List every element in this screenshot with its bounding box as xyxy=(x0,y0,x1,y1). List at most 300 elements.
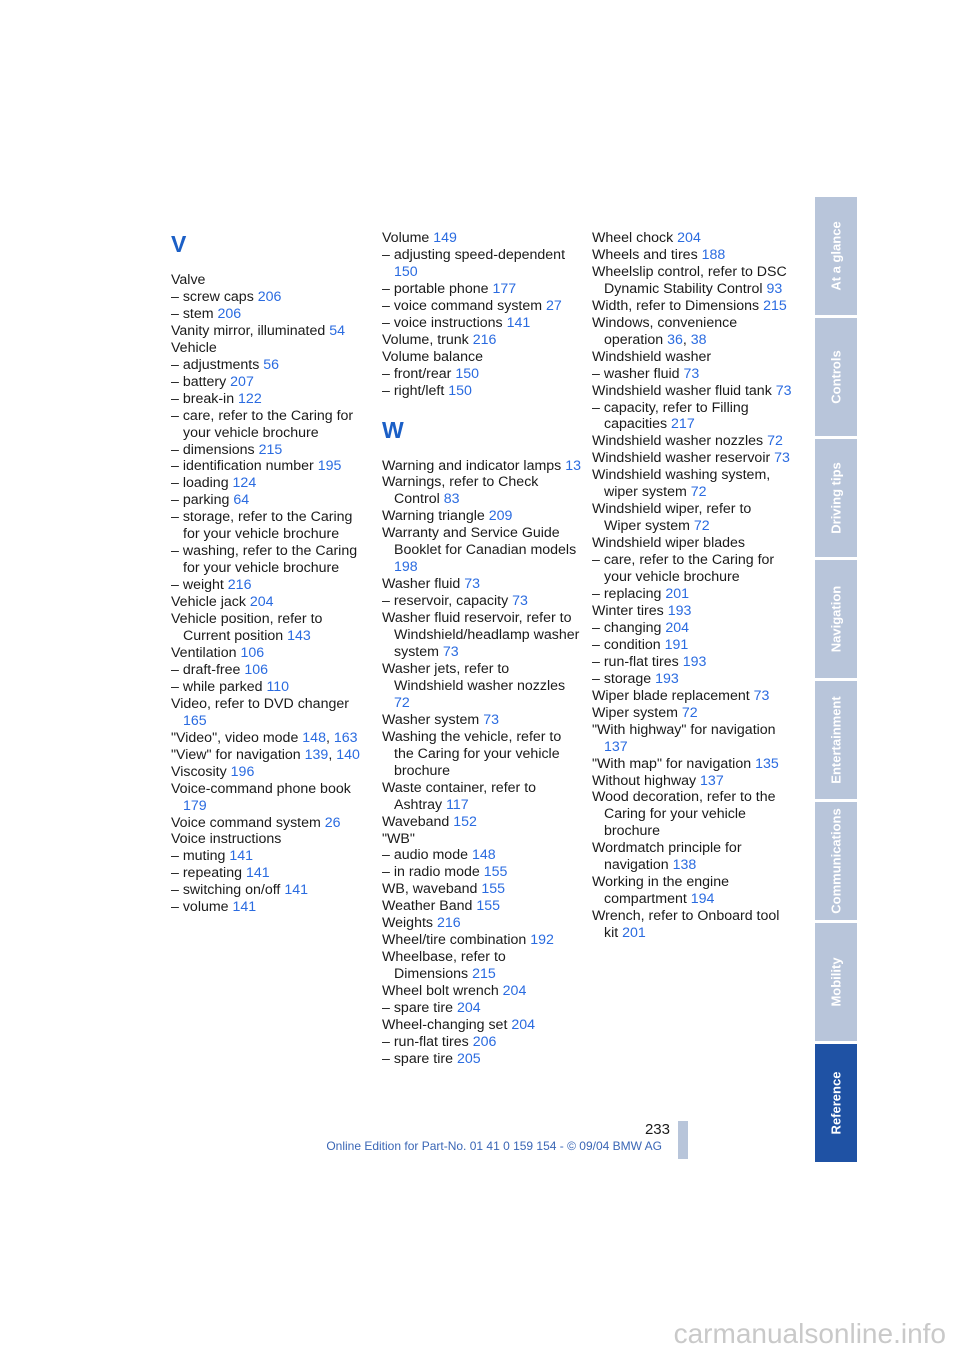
index-entry xyxy=(382,1051,582,1068)
entry-text: Winter tires xyxy=(592,602,664,619)
entry-text: Warning and indicator lamps xyxy=(382,457,562,474)
entry-text: Washer fluid xyxy=(382,576,461,593)
page-link[interactable]: 204 xyxy=(677,230,701,246)
index-entry xyxy=(171,272,366,289)
index-entry xyxy=(382,780,582,814)
index-entry xyxy=(592,366,792,383)
index-entry xyxy=(592,535,792,552)
entry-text: – care, refer to the Caring for your vehicle brochure xyxy=(592,552,775,586)
entry-text: Vehicle xyxy=(171,339,217,356)
page-link[interactable]: 106 xyxy=(244,661,269,678)
entry-text: Working in the engine compartment xyxy=(592,874,729,908)
page-link[interactable]: 137 xyxy=(700,772,724,789)
entry-text: – switching on/off xyxy=(171,882,281,899)
index-entry xyxy=(592,756,792,773)
page-link[interactable]: 193 xyxy=(655,670,679,687)
tab-label: Controls xyxy=(828,350,844,404)
page-link[interactable]: 27 xyxy=(546,297,562,314)
entry-text: "View" for navigation xyxy=(171,746,301,763)
entry-text: – washing, refer to the Caring for your vehicle brochure xyxy=(171,543,358,577)
index-entry xyxy=(382,281,582,298)
page-link[interactable]: 165 xyxy=(183,712,207,729)
entry-text: – weight xyxy=(171,577,224,594)
page-link[interactable]: 135 xyxy=(755,755,779,772)
index-entry xyxy=(171,764,366,781)
index-entry xyxy=(171,357,366,374)
page-link[interactable]: 215 xyxy=(472,966,496,983)
entry-text: Windshield washer xyxy=(592,348,712,365)
index-entry xyxy=(171,408,366,442)
index-entry xyxy=(382,983,582,1000)
entry-text: – run-flat tires xyxy=(382,1033,469,1050)
index-entry xyxy=(382,298,582,315)
index-entry xyxy=(592,264,792,298)
index-entry xyxy=(171,323,366,340)
index-entry xyxy=(382,525,582,576)
tab-label: Entertainment xyxy=(828,696,844,784)
entry-text: Wheel-changing set xyxy=(382,1016,508,1033)
entry-text: Wheel chock xyxy=(592,230,674,246)
index-entry xyxy=(382,1000,582,1017)
entry-text: Voice-command phone book xyxy=(171,780,351,797)
index-entry xyxy=(171,899,366,916)
index-entry xyxy=(171,475,366,492)
page-link[interactable]: 177 xyxy=(492,280,517,297)
index-entry xyxy=(382,932,582,949)
tab-label: At a glance xyxy=(828,221,844,291)
entry-text: Washer fluid reservoir, refer to Windshield/headlamp washer system xyxy=(382,610,580,661)
tab-communications[interactable] xyxy=(815,802,857,920)
page-link[interactable]: 206 xyxy=(257,288,282,305)
tab-entertainment[interactable] xyxy=(815,681,857,799)
page-link[interactable]: 124 xyxy=(232,475,257,492)
page-link[interactable]: 26 xyxy=(324,814,341,831)
index-entry: "Video", video mode 148, 163 xyxy=(171,729,358,746)
index-entry xyxy=(382,458,582,475)
entry-text: – changing xyxy=(592,619,662,636)
index-entry xyxy=(171,662,366,679)
index-entry xyxy=(171,679,366,696)
page-link[interactable]: 195 xyxy=(317,458,342,475)
tab-label: Reference xyxy=(828,1071,844,1135)
index-entry xyxy=(171,848,366,865)
page-link[interactable]: 38 xyxy=(690,331,707,348)
entry-text: Warning triangle xyxy=(382,508,485,525)
index-entry xyxy=(382,366,582,383)
entry-text: – draft-free xyxy=(171,661,241,678)
index-entry xyxy=(592,908,792,942)
entry-text: – right/left xyxy=(382,382,445,399)
index-entry xyxy=(382,881,582,898)
index-entry xyxy=(171,458,366,475)
page-link[interactable]: 148 xyxy=(471,847,496,864)
page-link[interactable]: 201 xyxy=(665,586,690,603)
page-link[interactable]: 206 xyxy=(217,305,242,322)
page-link[interactable]: 148 xyxy=(302,729,326,746)
index-entry xyxy=(171,611,366,645)
index-entry xyxy=(592,400,792,434)
page-link[interactable]: 56 xyxy=(263,356,280,373)
index-entry xyxy=(592,705,792,722)
tab-mobility[interactable] xyxy=(815,923,857,1041)
entry-list xyxy=(382,458,582,1068)
page-link[interactable]: 141 xyxy=(245,865,270,882)
tab-reference[interactable] xyxy=(815,1044,857,1162)
index-entry xyxy=(382,864,582,881)
entry-text: – washer fluid xyxy=(592,365,680,382)
index-entry xyxy=(382,315,582,332)
entry-text: Vehicle position, refer to Current position xyxy=(171,611,323,645)
page-link[interactable]: 93 xyxy=(766,280,783,297)
entry-text: – voice command system xyxy=(382,297,543,314)
entry-text: Viscosity xyxy=(171,763,227,780)
entry-text: – capacity, refer to Filling capacities xyxy=(592,399,749,433)
page-link[interactable]: 73 xyxy=(483,711,499,728)
index-entry xyxy=(592,654,792,671)
entry-text: Wheel bolt wrench xyxy=(382,983,499,1000)
page-link[interactable]: 192 xyxy=(530,932,554,949)
entry-text: Wheelbase, refer to Dimensions xyxy=(382,949,506,983)
index-entry xyxy=(592,383,792,400)
index-entry xyxy=(592,467,792,501)
page-link[interactable]: 198 xyxy=(394,559,418,576)
index-entry xyxy=(592,349,792,366)
index-entry xyxy=(171,882,366,899)
index-entry xyxy=(592,586,792,603)
index-column-2 xyxy=(382,230,582,1068)
page-link[interactable]: 73 xyxy=(442,644,459,661)
page-link[interactable]: 110 xyxy=(266,678,290,695)
entry-text: – volume xyxy=(171,899,229,916)
page-link[interactable]: 150 xyxy=(394,263,418,280)
tab-label: Driving tips xyxy=(828,462,844,534)
entry-text: Volume balance xyxy=(382,348,483,365)
index-entry xyxy=(592,637,792,654)
page-link[interactable]: 191 xyxy=(664,636,689,653)
index-entry xyxy=(592,450,792,467)
entry-text: – muting xyxy=(171,848,226,865)
page-link[interactable]: 216 xyxy=(227,577,252,594)
page-link[interactable]: 207 xyxy=(230,373,254,390)
entry-text: Wiper blade replacement xyxy=(592,687,750,704)
index-entry: "View" for navigation 139, 140 xyxy=(171,746,360,763)
page-link[interactable]: 72 xyxy=(690,484,707,501)
page-link[interactable]: 138 xyxy=(672,857,697,874)
page-link[interactable]: 155 xyxy=(483,864,508,881)
watermark: carmanualsonline.info xyxy=(673,1318,946,1349)
index-entry xyxy=(592,688,792,705)
index-entry xyxy=(382,576,582,593)
entry-text: – run-flat tires xyxy=(592,653,679,670)
page-link[interactable]: 137 xyxy=(604,738,628,755)
page-number: 233 xyxy=(644,1121,670,1138)
entry-text: Volume, trunk xyxy=(382,331,469,348)
page-link[interactable]: 73 xyxy=(774,450,790,467)
index-entry xyxy=(171,442,366,459)
page-link[interactable]: 163 xyxy=(333,729,358,746)
index-entry xyxy=(171,865,366,882)
page-link[interactable]: 217 xyxy=(671,416,695,433)
entry-text: Windshield washer nozzles xyxy=(592,433,764,450)
page-link[interactable]: 150 xyxy=(448,382,472,399)
tab-navigation[interactable] xyxy=(815,560,857,678)
index-entry xyxy=(382,610,582,661)
entry-text: – voice instructions xyxy=(382,314,503,331)
page-link[interactable]: 216 xyxy=(472,331,497,348)
page-link[interactable]: 73 xyxy=(775,382,792,399)
tab-label: Communications xyxy=(828,808,844,914)
page-link[interactable]: 215 xyxy=(763,297,787,314)
page-link[interactable]: 179 xyxy=(183,797,207,814)
index-entry xyxy=(382,814,582,831)
page-link[interactable]: 204 xyxy=(502,983,527,1000)
entry-text: – condition xyxy=(592,636,661,653)
index-entry xyxy=(382,593,582,610)
index-entry xyxy=(382,729,582,780)
entry-text: – adjustments xyxy=(171,356,260,373)
entry-text: – repeating xyxy=(171,865,242,882)
index-entry xyxy=(592,773,792,790)
entry-text: Waveband xyxy=(382,813,450,830)
index-entry xyxy=(592,671,792,688)
index-entry xyxy=(382,1034,582,1051)
page-link[interactable]: 83 xyxy=(443,491,460,508)
index-entry xyxy=(382,349,582,366)
entry-text: "With map" for navigation xyxy=(592,755,752,772)
entry-text: Volume xyxy=(382,230,430,246)
entry-text: Wrench, refer to Onboard tool kit xyxy=(592,908,780,942)
index-entry xyxy=(592,874,792,908)
index-entry xyxy=(592,840,792,874)
page-link[interactable]: 155 xyxy=(476,898,501,915)
page-link[interactable]: 155 xyxy=(481,881,506,898)
entry-text: Washer system xyxy=(382,711,480,728)
footer-edition-note: Online Edition for Part-No. 01 41 0 159 154 - © 09/04 BMW AG xyxy=(326,1139,662,1153)
index-entry xyxy=(171,831,366,848)
page-link[interactable]: 204 xyxy=(665,619,690,636)
page-link[interactable]: 72 xyxy=(681,704,698,721)
page-link[interactable]: 72 xyxy=(394,694,410,711)
page-link[interactable]: 205 xyxy=(456,1050,481,1067)
index-entry xyxy=(592,789,792,840)
page-link[interactable]: 73 xyxy=(512,593,528,610)
entry-text: Windshield washer fluid tank xyxy=(592,382,772,399)
index-entry xyxy=(382,898,582,915)
entry-text: – portable phone xyxy=(382,280,489,297)
entry-text: "With highway" for navigation xyxy=(592,721,776,738)
entry-text: Valve xyxy=(171,272,206,288)
entry-text: Wheelslip control, refer to DSC Dynamic Stability Control xyxy=(592,263,787,297)
index-entry xyxy=(171,645,366,662)
index-entry xyxy=(592,298,792,315)
page-link[interactable]: 139 xyxy=(304,746,329,763)
entry-text: Voice instructions xyxy=(171,831,282,848)
entry-text: Windshield wiper blades xyxy=(592,535,745,552)
index-entry xyxy=(171,306,366,323)
index-entry xyxy=(171,340,366,357)
entry-text: – audio mode xyxy=(382,847,468,864)
page-link[interactable]: 204 xyxy=(456,1000,481,1017)
entry-text: Ventilation xyxy=(171,644,237,661)
page-link[interactable]: 73 xyxy=(753,687,770,704)
page-link[interactable]: 194 xyxy=(690,891,715,908)
page-link[interactable]: 206 xyxy=(472,1033,497,1050)
page-link[interactable]: 106 xyxy=(240,644,265,661)
entry-text: Waste container, refer to Ashtray xyxy=(382,779,537,813)
tab-at-a-glance[interactable] xyxy=(815,197,857,315)
page-link[interactable]: 152 xyxy=(453,813,477,830)
index-entry xyxy=(592,552,792,586)
entry-text: – identification number xyxy=(171,458,314,475)
entry-list xyxy=(171,272,366,916)
entry-text: Washing the vehicle, refer to the Caring for your vehicle brochure xyxy=(382,728,562,779)
index-column-1 xyxy=(171,230,366,916)
index-entry xyxy=(592,247,792,264)
index-entry xyxy=(382,661,582,712)
entry-text: Voice command system xyxy=(171,814,321,831)
entry-text: – reservoir, capacity xyxy=(382,593,509,610)
entry-list xyxy=(382,230,582,400)
index-entry xyxy=(382,1017,582,1034)
chapter-tabs xyxy=(815,197,857,1165)
index-entry xyxy=(171,577,366,594)
index-entry xyxy=(171,696,366,730)
entry-text: Weather Band xyxy=(382,898,473,915)
entry-text: – front/rear xyxy=(382,365,452,382)
tab-controls[interactable] xyxy=(815,318,857,436)
entry-text: – loading xyxy=(171,475,229,492)
page-link[interactable]: 54 xyxy=(329,322,346,339)
page-link[interactable]: 209 xyxy=(488,508,513,525)
entry-text: "WB" xyxy=(382,830,415,847)
page-link[interactable]: 140 xyxy=(336,746,360,763)
index-entry xyxy=(382,847,582,864)
page-link[interactable]: 141 xyxy=(506,314,531,331)
entry-text: Wiper system xyxy=(592,704,678,721)
section-letter-w: W xyxy=(382,416,404,443)
page-link[interactable]: 117 xyxy=(446,796,469,813)
page-link[interactable]: 13 xyxy=(565,457,582,474)
index-entry xyxy=(171,391,366,408)
page-link[interactable]: 216 xyxy=(436,915,461,932)
page-link[interactable]: 64 xyxy=(233,492,250,509)
index-entry xyxy=(592,230,792,247)
index-entry xyxy=(171,594,366,611)
index-entry xyxy=(171,374,366,391)
page-link[interactable]: 188 xyxy=(701,246,726,263)
index-entry xyxy=(171,289,366,306)
page-link[interactable]: 73 xyxy=(683,365,700,382)
entry-text: Warranty and Service Guide Booklet for Canadian models xyxy=(382,525,577,559)
entry-text: – stem xyxy=(171,305,214,322)
entry-text: – spare tire xyxy=(382,1000,453,1017)
index-entry xyxy=(382,712,582,729)
entry-text: Windshield washer reservoir xyxy=(592,450,771,467)
index-entry xyxy=(592,603,792,620)
entry-text: – storage, refer to the Caring for your vehicle brochure xyxy=(171,509,353,543)
page-link[interactable]: 36 xyxy=(667,331,683,348)
entry-text: – replacing xyxy=(592,586,662,603)
index-entry xyxy=(171,492,366,509)
entry-text: "Video", video mode xyxy=(171,729,299,746)
entry-text: – care, refer to the Caring for your vehicle brochure xyxy=(171,407,354,441)
page-link[interactable]: 149 xyxy=(433,230,457,246)
entry-text: – in radio mode xyxy=(382,864,480,881)
page-link[interactable]: 73 xyxy=(464,576,481,593)
page-link[interactable]: 201 xyxy=(622,925,646,942)
index-entry xyxy=(171,781,366,815)
page-link[interactable]: 196 xyxy=(230,763,255,780)
page-link[interactable]: 150 xyxy=(455,365,480,382)
entry-text: Wheel/tire combination xyxy=(382,932,527,949)
index-entry xyxy=(171,509,366,543)
page-link[interactable]: 122 xyxy=(238,390,262,407)
index-entry xyxy=(382,383,582,400)
entry-text: Windows, convenience operation xyxy=(592,314,738,348)
index-entry xyxy=(171,815,366,832)
entry-text: Wheels and tires xyxy=(592,246,698,263)
entry-text: Wood decoration, refer to the Caring for your vehicle brochure xyxy=(592,789,776,840)
index-entry xyxy=(592,620,792,637)
page-link[interactable]: 215 xyxy=(258,441,283,458)
entry-text: Width, refer to Dimensions xyxy=(592,297,760,314)
page-link[interactable]: 143 xyxy=(287,628,311,645)
entry-text: – parking xyxy=(171,492,230,509)
entry-text: – battery xyxy=(171,373,227,390)
index-entry xyxy=(382,230,582,247)
entry-text: Wordmatch principle for navigation xyxy=(592,840,742,874)
entry-text: WB, waveband xyxy=(382,881,478,898)
page-link[interactable]: 72 xyxy=(693,518,710,535)
tab-label: Navigation xyxy=(828,585,844,653)
page-link[interactable]: 193 xyxy=(682,653,707,670)
entry-text: Warnings, refer to Check Control xyxy=(382,474,539,508)
index-entry xyxy=(382,949,582,983)
entry-text: – storage xyxy=(592,670,652,687)
page-link[interactable]: 204 xyxy=(249,594,274,611)
index-entry xyxy=(592,722,792,756)
entry-list xyxy=(592,230,792,942)
index-entry: Windows, convenience operation 36, 38 xyxy=(592,314,738,348)
entry-text: Vanity mirror, illuminated xyxy=(171,322,326,339)
page-link[interactable]: 141 xyxy=(284,882,308,899)
index-entry xyxy=(592,433,792,450)
entry-text: – while parked xyxy=(171,678,263,695)
page-link[interactable]: 141 xyxy=(229,848,254,865)
entry-text: – spare tire xyxy=(382,1050,453,1067)
entry-text: – screw caps xyxy=(171,288,254,305)
entry-text: Windshield washing system, wiper system xyxy=(592,467,771,501)
entry-text: – dimensions xyxy=(171,441,255,458)
index-entry xyxy=(382,247,582,281)
index-column-3 xyxy=(592,230,792,942)
index-entry xyxy=(382,474,582,508)
entry-text: Vehicle jack xyxy=(171,594,246,611)
page-link[interactable]: 141 xyxy=(232,899,257,916)
entry-text: Washer jets, refer to Windshield washer nozzles xyxy=(382,660,566,694)
tab-driving-tips[interactable] xyxy=(815,439,857,557)
page-marker-bar xyxy=(678,1121,688,1159)
page-link[interactable]: 72 xyxy=(767,433,783,450)
page-link[interactable]: 193 xyxy=(667,602,692,619)
page-link[interactable]: 204 xyxy=(511,1016,536,1033)
entry-text: Weights xyxy=(382,915,433,932)
entry-text: Video, refer to DVD changer xyxy=(171,695,349,712)
index-entry xyxy=(592,501,792,535)
entry-text: Windshield wiper, refer to Wiper system xyxy=(592,501,752,535)
entry-text: – adjusting speed-dependent xyxy=(382,246,566,263)
tab-label: Mobility xyxy=(828,957,844,1007)
